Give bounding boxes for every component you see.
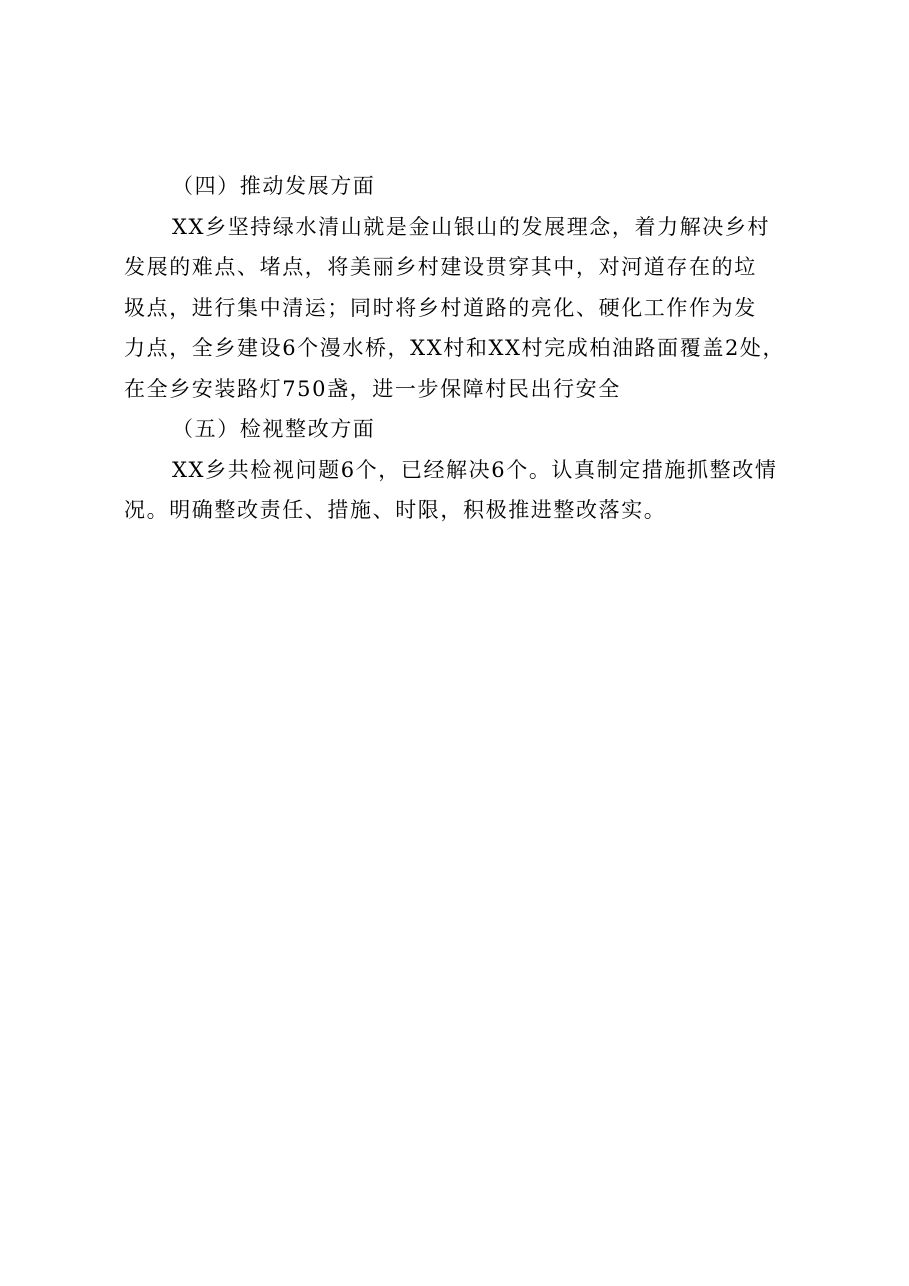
section-heading-4: （四）推动发展方面: [172, 174, 376, 198]
paragraph-line: 况。明确整改责任、措施、时限，积极推进整改落实。: [124, 498, 667, 522]
paragraph-line: 在全乡安装路灯750盏，进一步保障村民出行安全: [124, 376, 621, 401]
section-heading-5: （五）检视整改方面: [172, 417, 376, 441]
paragraph-line: 力点，全乡建设6个漫水桥，XX村和XX村完成柏油路面覆盖2处，: [124, 336, 786, 360]
section-paragraph-5: [124, 450, 810, 531]
paragraph-line: 圾点，进行集中清运；同时将乡村道路的亮化、硬化工作作为发: [124, 295, 757, 320]
paragraph-line: 发展的难点、堵点，将美丽乡村建设贯穿其中，对河道存在的垃: [124, 255, 757, 279]
paragraph-line: XX乡坚持绿水清山就是金山银山的发展理念，着力解决乡村: [172, 214, 771, 239]
section-paragraph-4: [124, 207, 810, 410]
document-body: [124, 166, 810, 531]
paragraph-line: XX乡共检视问题6个，已经解决6个。认真制定措施抓整改情: [172, 457, 778, 482]
